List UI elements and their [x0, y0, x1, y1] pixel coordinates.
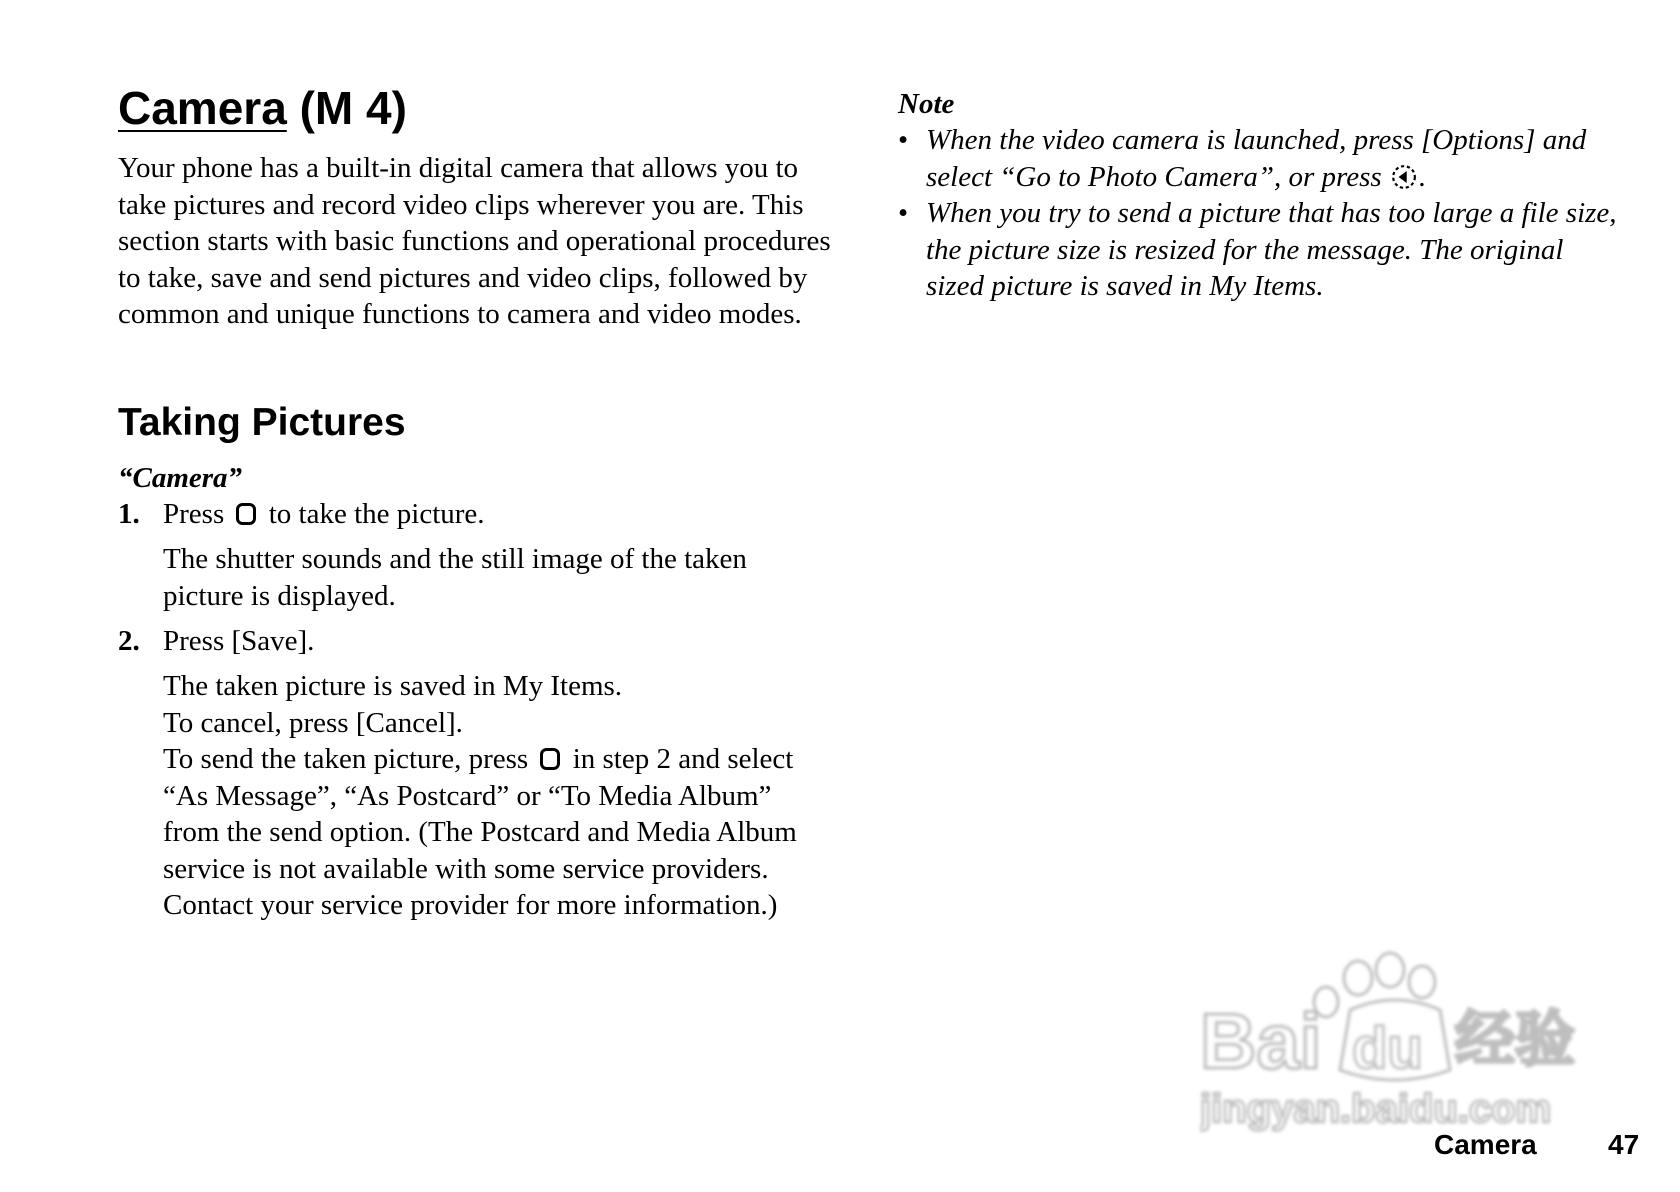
mode-label: “Camera”	[118, 462, 243, 494]
step-2-detail-line-3	[163, 741, 833, 924]
step-2-text: Press [Save].	[163, 625, 315, 657]
watermark-brand-left: Bai	[1200, 997, 1322, 1085]
intro-paragraph: Your phone has a built-in digital camera that allows you to take pictures and record video clips wherever you are. This section starts with basic functions and operational procedures to take, save and send pictures and video clips, followed by common and unique functions to camera and video modes.	[118, 152, 831, 330]
note-item	[898, 195, 1618, 305]
page-title-menu-code: (M 4)	[299, 82, 407, 134]
section-heading: Taking Pictures	[118, 401, 406, 444]
page-title-camera: Camera	[118, 82, 287, 134]
center-key-icon	[539, 747, 561, 771]
step-2-number: 2.	[118, 625, 140, 657]
step-1-text-after: to take the picture.	[268, 498, 485, 530]
left-navigation-key-icon	[1391, 164, 1417, 190]
step-1-detail: The shutter sounds and the still image of the taken picture is displayed.	[163, 543, 747, 612]
step-1-text-before: Press	[163, 498, 225, 530]
note-item-1-after: .	[1418, 160, 1427, 193]
bullet: •	[898, 124, 909, 156]
note-list	[898, 122, 1618, 305]
paw-icon	[1340, 1000, 1450, 1081]
step-1-text	[163, 496, 833, 533]
step-1-number: 1.	[118, 498, 140, 530]
page-title	[118, 78, 407, 138]
step-2-detail	[163, 668, 833, 924]
center-key-icon	[235, 502, 257, 526]
step-2-detail-line-1: The taken picture is saved in My Items.	[163, 670, 623, 702]
bullet: •	[898, 197, 909, 229]
note-item-1-before: When the video camera is launched, press [Options] and select “Go to Photo Camera”, or press	[926, 124, 1587, 193]
note-label: Note	[898, 88, 955, 120]
note-item	[898, 122, 1618, 195]
page-number: 47	[1608, 1129, 1640, 1160]
watermark-brand-paw: du	[1352, 1016, 1423, 1081]
footer-section-name: Camera	[1434, 1129, 1537, 1160]
watermark-url: jingyan.baidu.com	[1200, 1087, 1552, 1131]
step-2-detail-line-2: To cancel, press [Cancel].	[163, 706, 463, 739]
note-item-2-text: When you try to send a picture that has too large a file size, the picture size is resized for the message. The original sized picture is saved in My Items.	[926, 197, 1617, 302]
baidu-jingyan-watermark	[1200, 950, 1610, 1140]
step-2-detail-before: To send the taken picture, press	[163, 743, 529, 775]
watermark-brand-cn: 经验	[1455, 1005, 1575, 1075]
step-2-detail-after: in step 2 and select “As Message”, “As Postcard” or “To Media Album” from the send option. (The Postcard and Media Album service is not available with some service providers. Contact your service provider for more information.)	[163, 743, 797, 921]
